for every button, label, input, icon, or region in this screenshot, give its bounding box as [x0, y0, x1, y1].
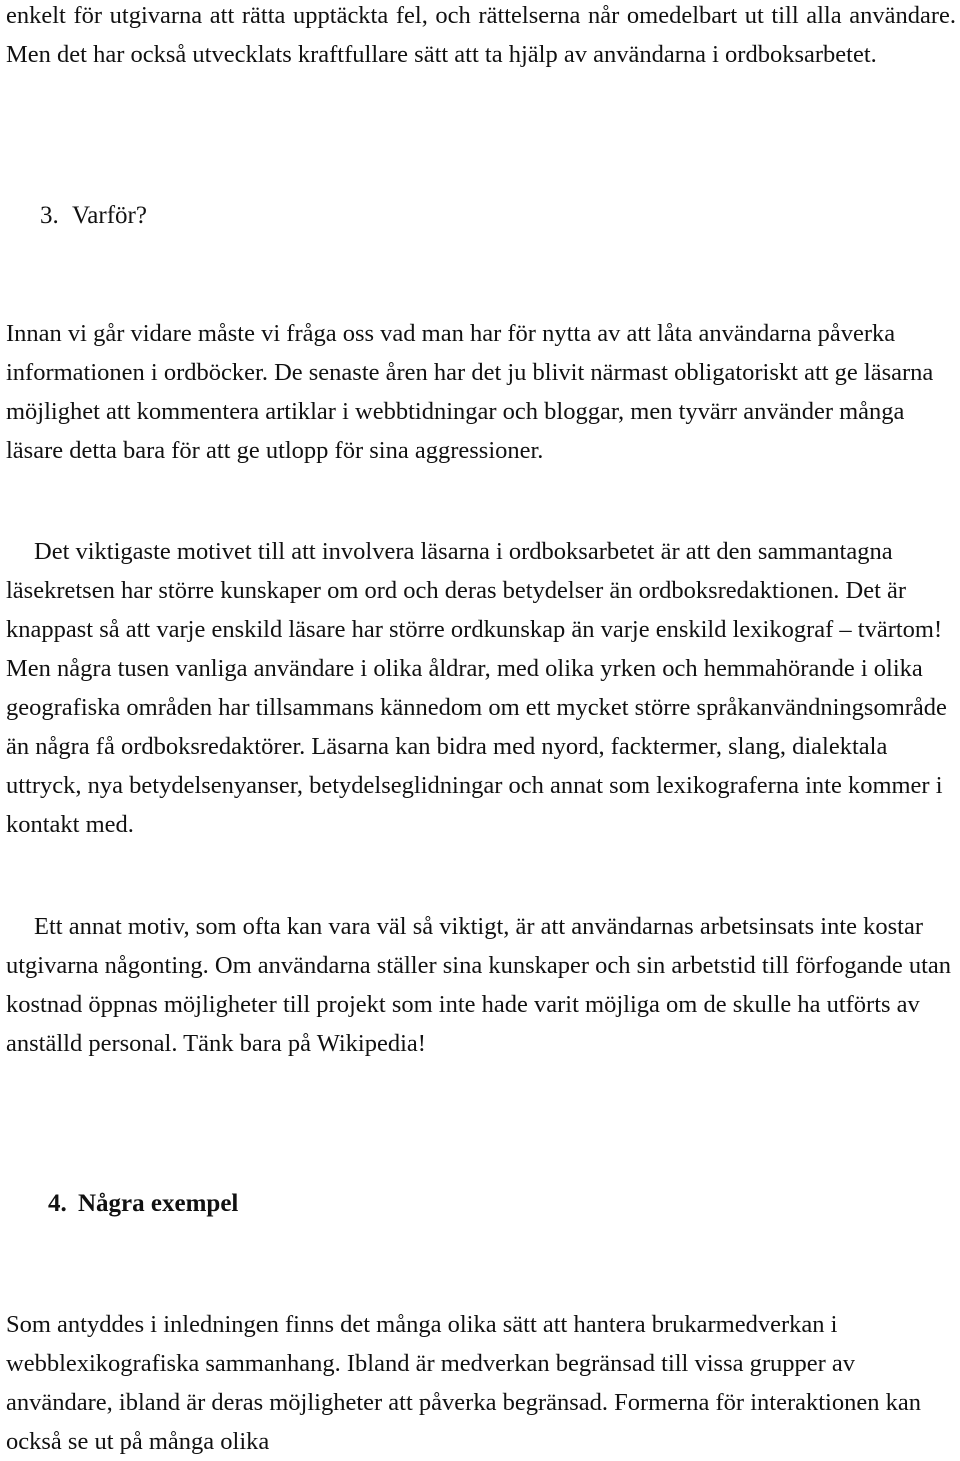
paragraph-intro-continuation: enkelt för utgivarna att rätta upptäckta fel, och rättelserna når omedelbart ut till alla användare. Men det har också utvecklats kraftfullare sätt att ta hjälp av användarna i ordboksarbetet. — [6, 2, 956, 68]
section-number: 4. — [48, 1190, 67, 1217]
paragraph-why-1: Innan vi går vidare måste vi fråga oss vad man har för nytta av att låta användarna påverka informationen i ordböcker. De senaste åren har det ju blivit närmast obligatoriskt att ge läsarna möjlighet att kommentera artiklar i webbtidningar och bloggar, men tyvärr använder många läsare detta bara för att ge utlopp för sina aggressioner. — [6, 320, 934, 464]
paragraph-examples-1: Som antyddes i inledningen finns det många olika sätt att hantera brukarmedverkan i webblexikografiska sammanhang. Ibland är medverkan begränsad till vissa grupper av användare, ibland är deras möjligheter att påverka begränsad. Formerna för interaktionen kan också se ut på många olika — [6, 1311, 921, 1455]
paragraph-why-2: Det viktigaste motivet till att involvera läsarna i ordboksarbetet är att den sammantagna läsekretsen har större kunskaper om ord och deras betydelser än ordboksredaktionen. Det är knappast så att varje enskild läsare har större ordkunskap än varje enskild lexikograf – tvärtom! Men några tusen vanliga användare i olika åldrar, med olika yrken och hemmahörande i olika geografiska områden har tillsammans kännedom om ett mycket större språkanvändningsområde än några få ordboksredaktörer. Läsarna kan bidra med nyord, facktermer, slang, dialektala uttryck, nya betydelsenyanser, betydelseglidningar och annat som lexikograferna inte kommer i kontakt med. — [6, 538, 947, 838]
paragraph-why-3: Ett annat motiv, som ofta kan vara väl så viktigt, är att användarnas arbetsinsats inte kostar utgivarna någonting. Om användarna ställer sina kunskaper och sin arbetstid till förfogande utan kostnad öppnas möjligheter till projekt som inte hade varit möjliga om de skulle ha utförts av anställd personal. Tänk bara på Wikipedia! — [6, 913, 952, 1057]
section-title: Varför? — [72, 202, 147, 229]
section-heading-3 — [40, 196, 147, 235]
section-number: 3. — [40, 202, 59, 229]
section-title: Några exempel — [78, 1190, 239, 1217]
section-heading-4 — [48, 1184, 238, 1223]
